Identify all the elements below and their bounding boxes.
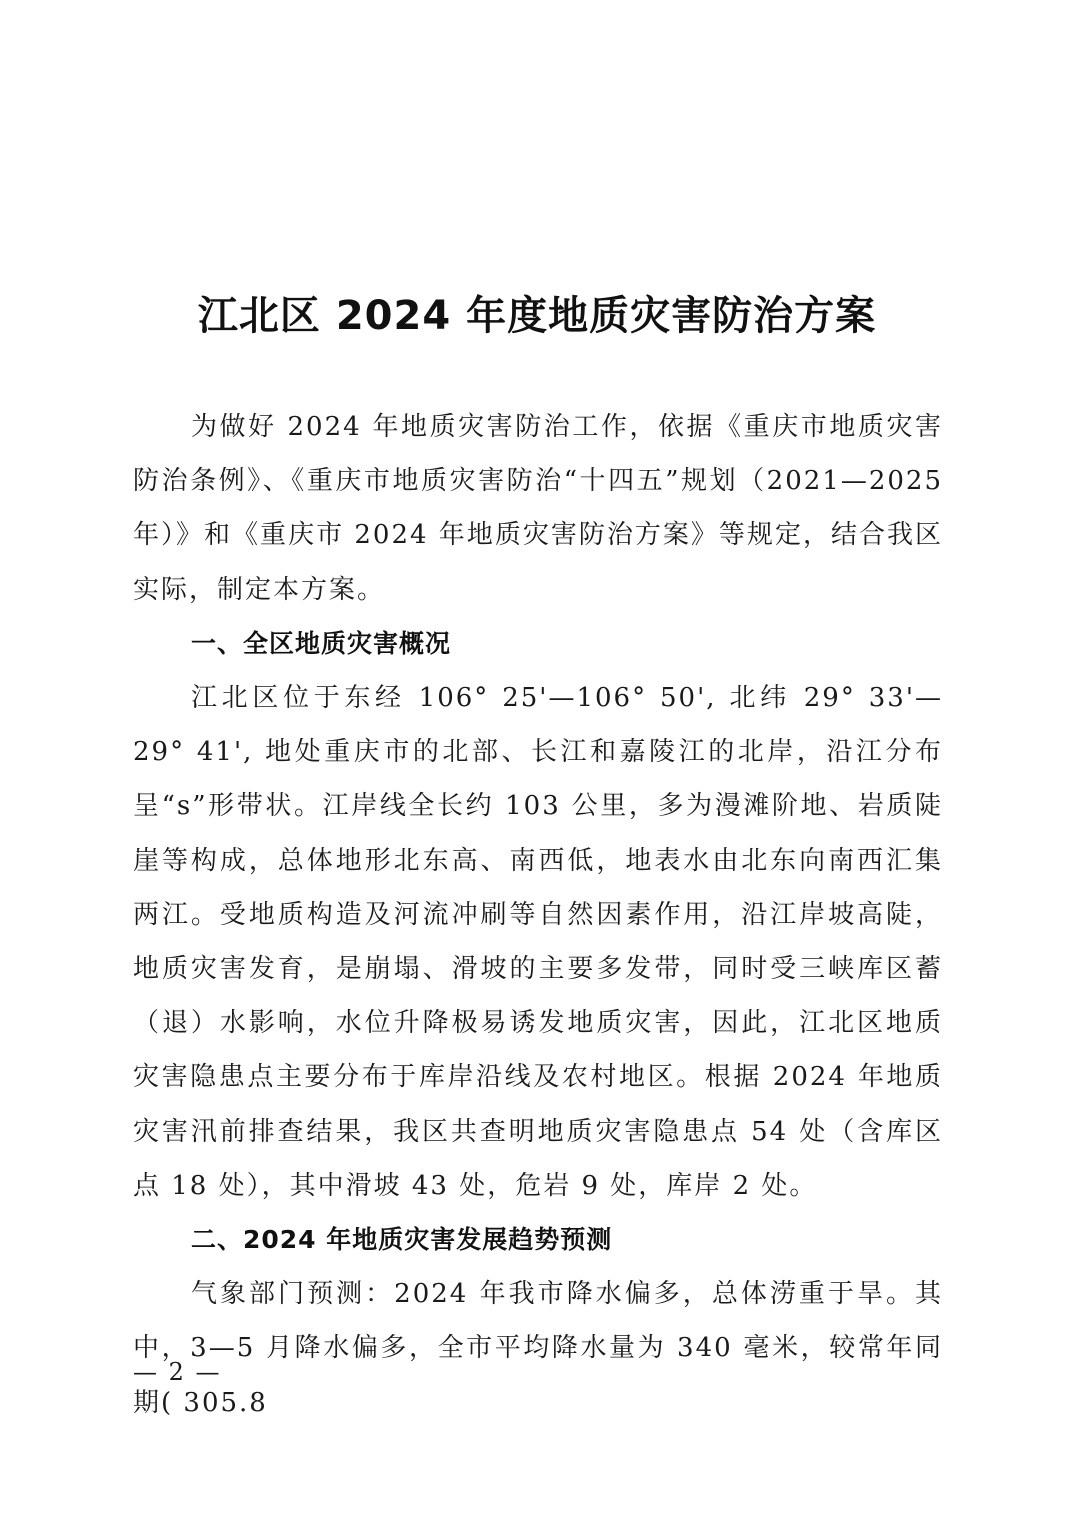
section-heading-overview: 一、全区地质灾害概况	[191, 628, 452, 658]
intro-paragraph: 为做好 2024 年地质灾害防治工作，依据《重庆市地质灾害防治条例》、《重庆市地质灾害防治“十四五”规划（2021—2025 年）》和《重庆市 2024 年地质灾害防治方案》等规定，结合我区实际，制定本方案。	[133, 412, 943, 605]
document-title: 江北区 2024 年度地质灾害防治方案	[197, 293, 877, 339]
page-number: — 2 —	[133, 1358, 222, 1386]
section-paragraph-forecast: 气象部门预测：2024 年我市降水偏多，总体涝重于旱。其中，3—5 月降水偏多，全市平均降水量为 340 毫米，较常年同期( 305.8	[133, 1279, 943, 1418]
document-body	[133, 400, 943, 1430]
section-paragraph-overview: 江北区位于东经 106° 25'—106° 50', 北纬 29° 33'—29° 41', 地处重庆市的北部、长江和嘉陵江的北岸，沿江分布呈“s”形带状。江岸线全长约 103 公里，多为漫滩阶地、岩质陡崖等构成，总体地形北东高、南西低，地表水由北东向南西汇集两江。受地质构造及河流冲刷等自然因素作用，沿江岸坡高陡，地质灾害发育，是崩塌、滑坡的主要多发带，同时受三峡库区蓄（退）水影响，水位升降极易诱发地质灾害，因此，江北区地质灾害隐患点主要分布于库岸沿线及农村地区。根据 2024 年地质灾害汛前排查结果，我区共查明地质灾害隐患点 54 处（含库区点 18 处），其中滑坡 43 处，危岩 9 处，库岸 2 处。	[133, 683, 943, 1201]
section-heading-forecast: 二、2024 年地质灾害发展趋势预测	[191, 1225, 613, 1255]
